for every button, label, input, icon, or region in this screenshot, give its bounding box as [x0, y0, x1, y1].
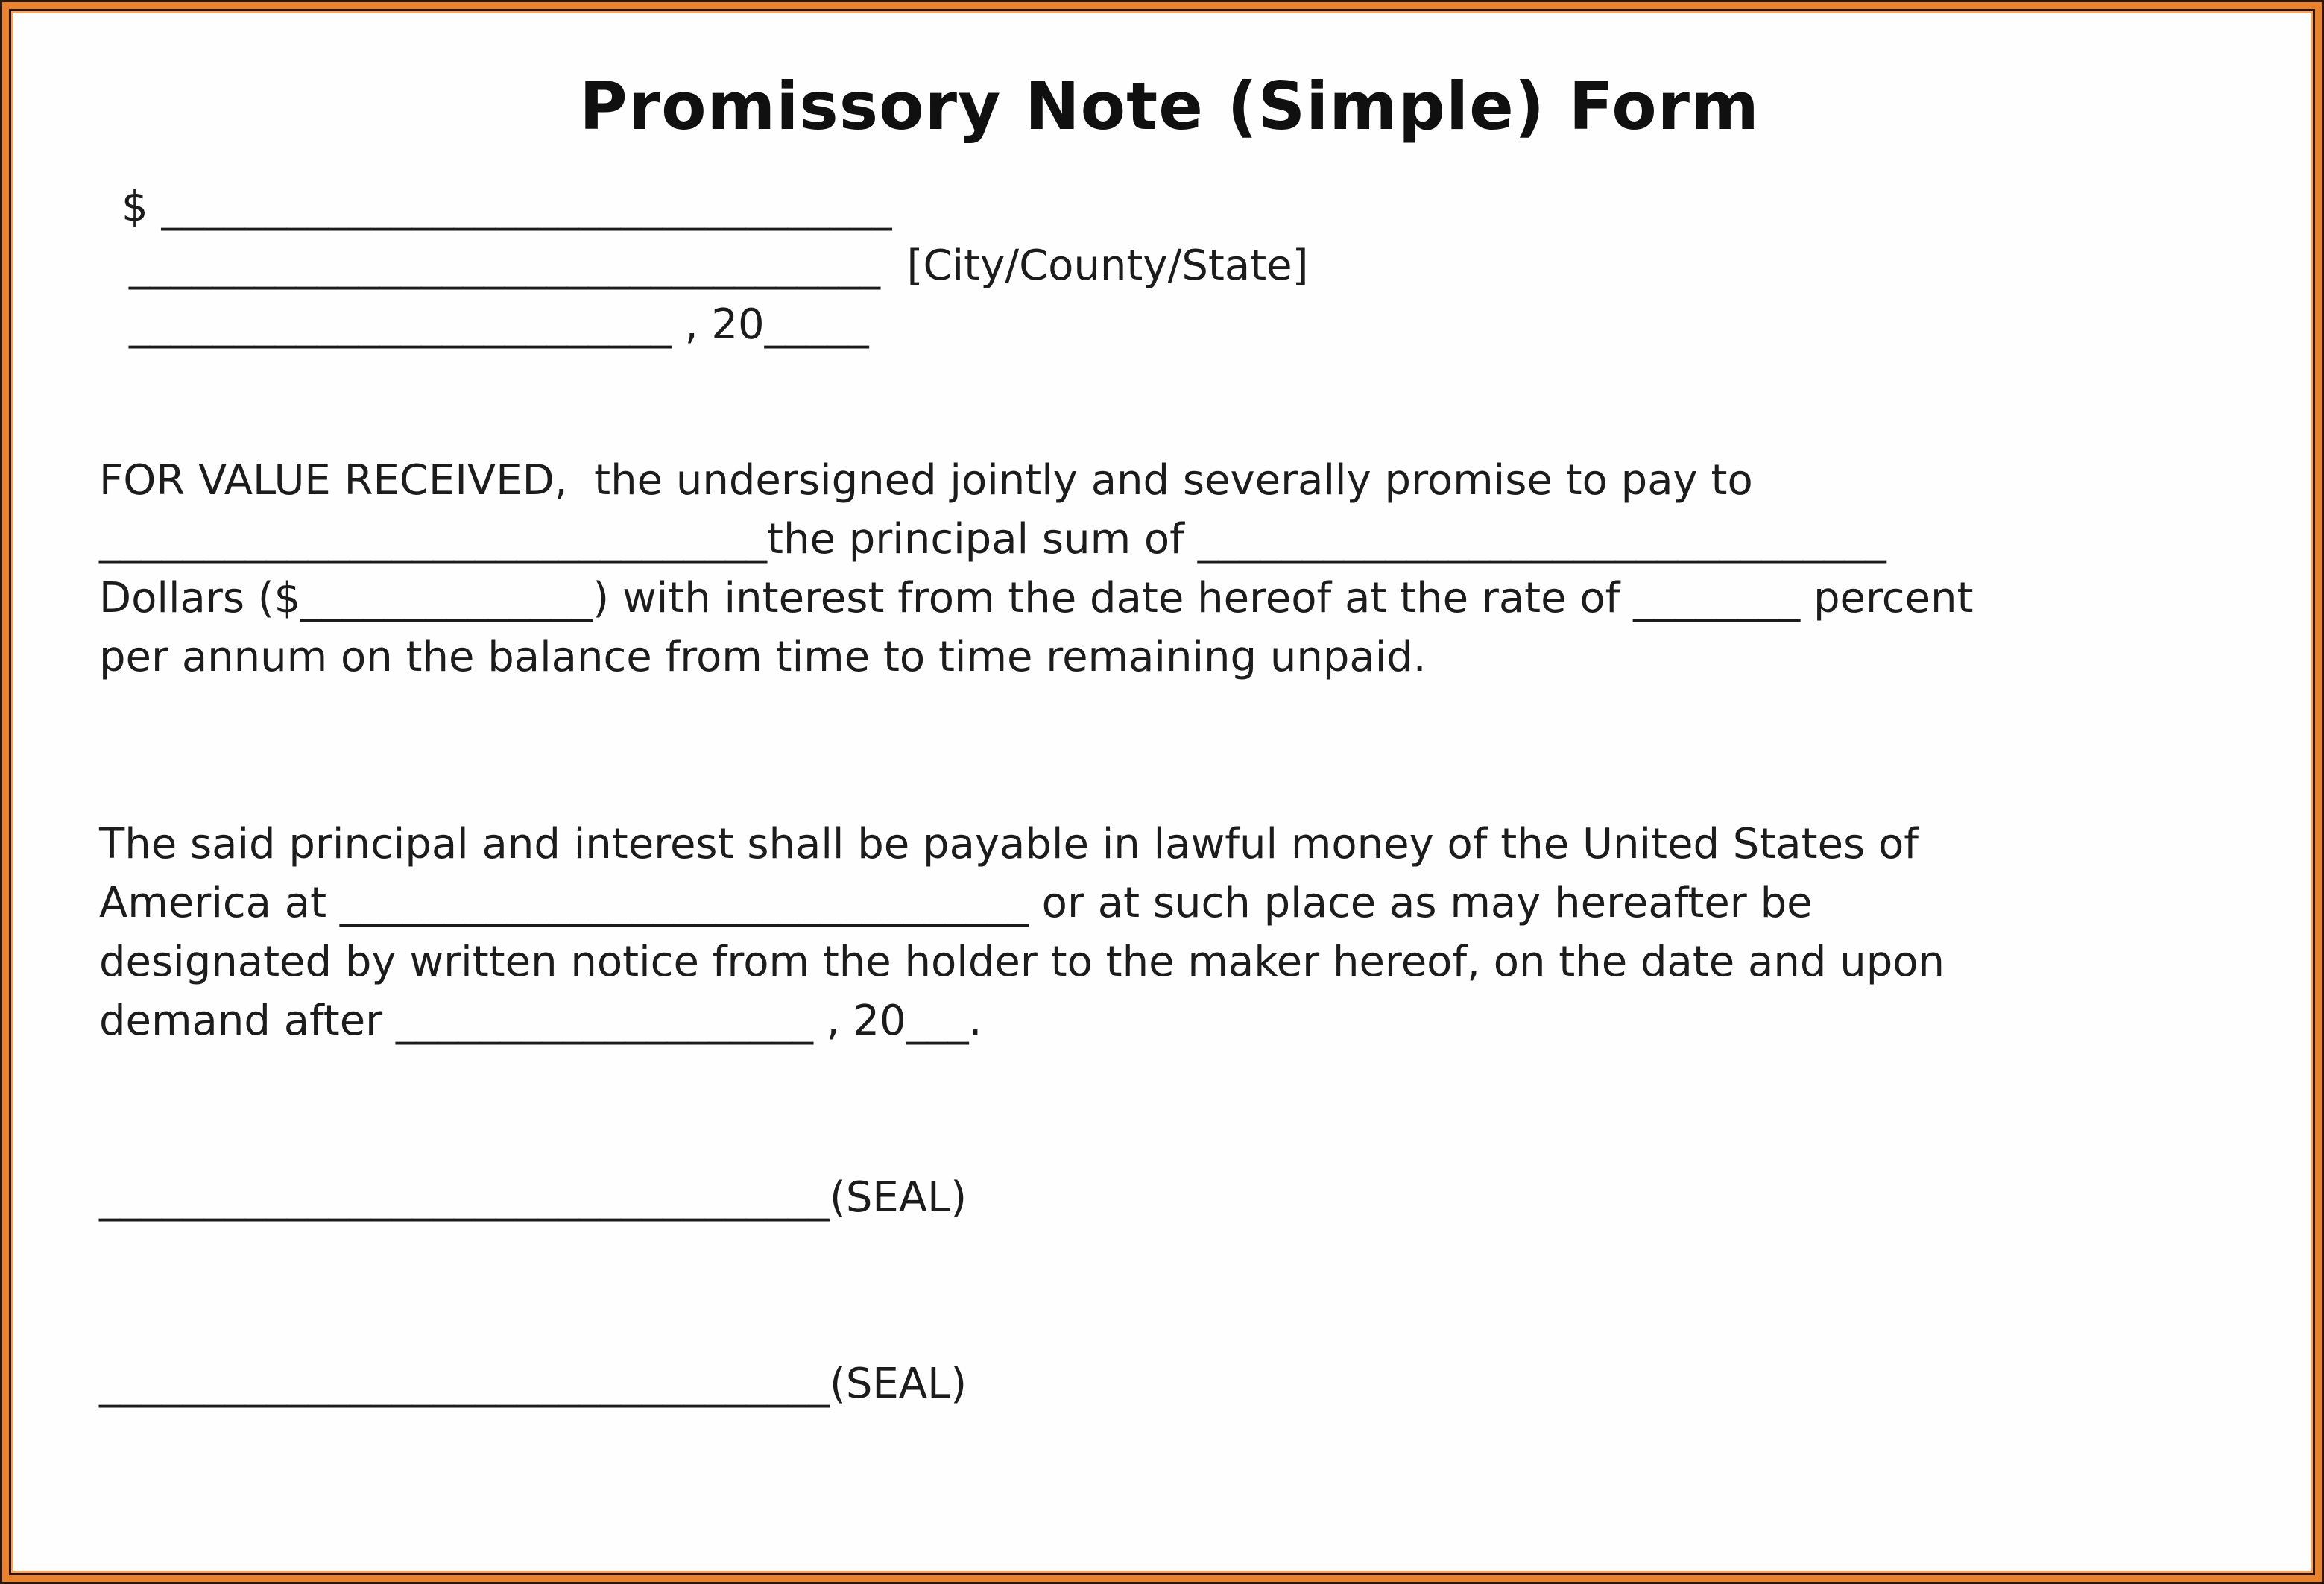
date-blank: __________________________	[129, 300, 672, 349]
date-year-prefix: , 20	[672, 300, 765, 349]
demand-after-label: demand after	[99, 997, 396, 1045]
percent-label: percent	[1800, 574, 1974, 622]
paragraph1-line3	[99, 569, 2240, 628]
signature-blank: ___________________________________	[99, 1360, 830, 1408]
sum-words-blank: _________________________________	[1197, 515, 1886, 564]
sum-numeric-blank: ______________	[300, 574, 593, 622]
date-line	[129, 295, 2240, 354]
paragraph-payment-terms	[99, 815, 2240, 1050]
header-fields	[99, 177, 2240, 354]
paragraph1-line1: FOR VALUE RECEIVED, the undersigned jointly and severally promise to pay to	[99, 456, 1753, 505]
dollar-sign: $	[121, 183, 162, 231]
page-title: Promissory Note (Simple) Form	[579, 68, 1760, 145]
payment-place-blank: _________________________________	[339, 879, 1029, 927]
signature-blank: ___________________________________	[99, 1173, 830, 1222]
sentence-period: .	[968, 997, 982, 1045]
dollars-label: Dollars ($	[99, 574, 301, 622]
amount-line	[121, 177, 2240, 236]
location-blank: ____________________________________	[129, 242, 880, 290]
principal-sum-label: the principal sum of	[767, 515, 1198, 564]
seal-label: (SEAL)	[830, 1173, 967, 1222]
paragraph1-line2	[99, 510, 2240, 569]
demand-year-prefix: , 20	[813, 997, 906, 1045]
paragraph2-line3: designated by written notice from the holder to the maker hereof, on the date and upon	[99, 938, 1945, 986]
seal-label: (SEAL)	[830, 1360, 967, 1408]
paragraph2-line2	[99, 874, 2240, 933]
america-at-label: America at	[99, 879, 340, 927]
signature-row	[99, 1354, 2240, 1413]
paragraph-for-value-received	[99, 451, 2240, 687]
demand-date-blank: ____________________	[396, 997, 813, 1045]
paragraph2-line1: The said principal and interest shall be payable in lawful money of the United States of	[99, 820, 1919, 868]
payee-blank: ________________________________	[99, 515, 767, 564]
signature-row	[99, 1168, 2240, 1227]
city-county-state-label: [City/County/State]	[880, 242, 1309, 290]
location-line	[129, 236, 2240, 295]
interest-rate-text: ) with interest from the date hereof at the rate of	[593, 574, 1634, 622]
paragraph2-line4	[99, 991, 2240, 1050]
rate-blank: ________	[1633, 574, 1801, 622]
date-year-blank: _____	[764, 300, 869, 349]
paragraph1-line4: per annum on the balance from time to time remaining unpaid.	[99, 633, 1427, 681]
such-place-text: or at such place as may hereafter be	[1028, 879, 1813, 927]
demand-year-blank: ___	[906, 997, 969, 1045]
amount-blank: ___________________________________	[161, 183, 892, 231]
